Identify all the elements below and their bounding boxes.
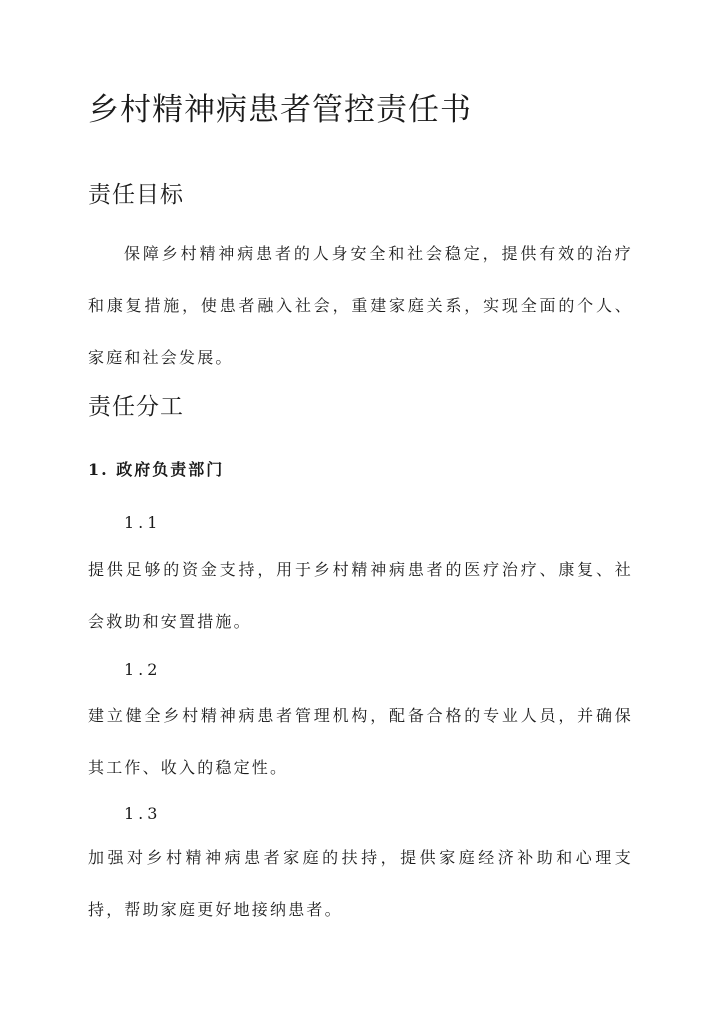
item-text-1-1: 提供足够的资金支持，用于乡村精神病患者的医疗治疗、康复、社会救助和安置措施。 [88,560,633,631]
section-heading-division: 责任分工 [88,394,184,420]
item-text-1-2: 建立健全乡村精神病患者管理机构，配备合格的专业人员，并确保其工作、收入的稳定性。 [88,706,633,777]
item-number-1-2: 1.2 [124,660,162,679]
subsection-heading-government: 1. 政府负责部门 [88,460,225,479]
item-number-1-3: 1.3 [124,804,162,823]
section-heading-goal: 责任目标 [88,182,184,208]
goal-paragraph: 保障乡村精神病患者的人身安全和社会稳定，提供有效的治疗和康复措施，使患者融入社会，重建家庭关系，实现全面的个人、家庭和社会发展。 [88,244,633,367]
item-text-1-3: 加强对乡村精神病患者家庭的扶持，提供家庭经济补助和心理支持，帮助家庭更好地接纳患者。 [88,848,633,919]
document-title: 乡村精神病患者管控责任书 [88,92,472,128]
item-number-1-1: 1.1 [124,513,162,532]
